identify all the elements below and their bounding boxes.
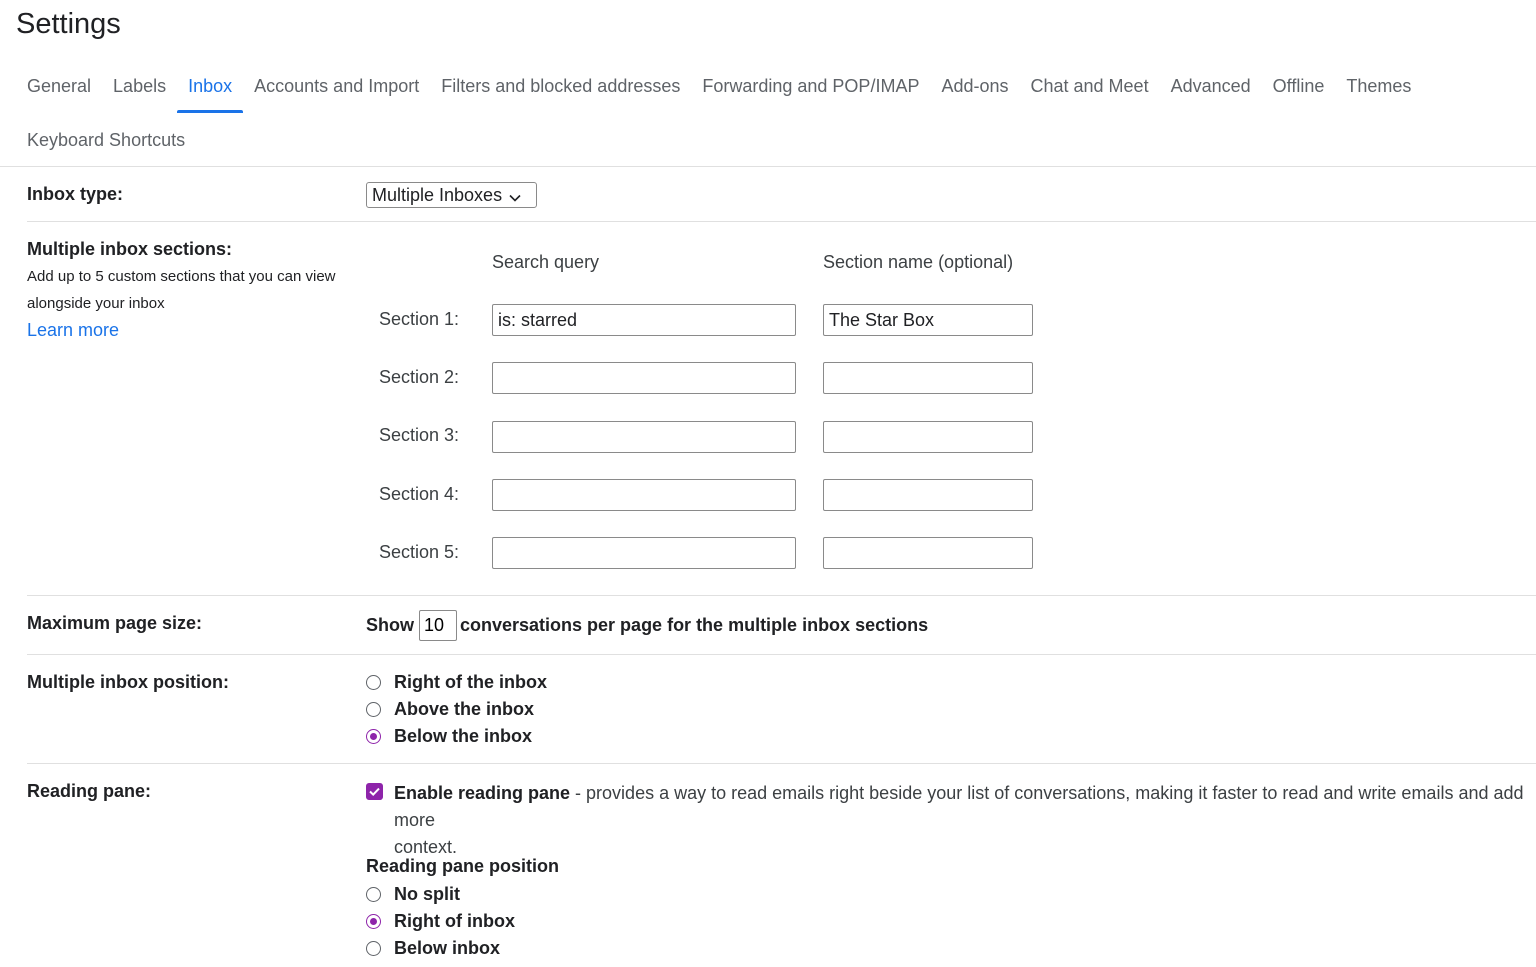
tabs-divider bbox=[0, 166, 1536, 167]
section-label: Section 5: bbox=[379, 542, 460, 562]
tab-themes[interactable]: Themes bbox=[1346, 76, 1412, 96]
divider bbox=[27, 763, 1536, 764]
inbox-type-value: Multiple Inboxes bbox=[372, 185, 503, 205]
section-4-query-input[interactable] bbox=[492, 479, 796, 511]
option-label: Right of the inbox bbox=[394, 672, 547, 692]
tab-keyboard-shortcuts[interactable]: Keyboard Shortcuts bbox=[27, 130, 186, 150]
section-3-query-input[interactable] bbox=[492, 421, 796, 453]
pane-no-split-option[interactable] bbox=[366, 884, 460, 905]
tab-accounts-and-import[interactable]: Accounts and Import bbox=[254, 76, 420, 96]
option-label: Below inbox bbox=[394, 938, 501, 958]
radio-button[interactable] bbox=[366, 702, 381, 717]
divider bbox=[27, 595, 1536, 596]
radio-button[interactable] bbox=[366, 941, 381, 956]
max-page-size-control bbox=[366, 610, 928, 641]
position-right-option[interactable] bbox=[366, 672, 547, 693]
section-4-name-input[interactable] bbox=[823, 479, 1033, 511]
inbox-type-label: Inbox type: bbox=[27, 184, 124, 204]
section-3-name-input[interactable] bbox=[823, 421, 1033, 453]
section-label: Section 1: bbox=[379, 309, 460, 329]
tab-inbox[interactable]: Inbox bbox=[177, 72, 243, 112]
multiple-inbox-sections-label: Multiple inbox sections: bbox=[27, 239, 233, 259]
search-query-header: Search query bbox=[492, 252, 600, 272]
tab-add-ons[interactable]: Add-ons bbox=[941, 76, 1009, 96]
section-name-header: Section name (optional) bbox=[823, 252, 1014, 272]
max-page-size-suffix: conversations per page for the multiple inbox sections bbox=[460, 615, 929, 635]
inbox-type-select[interactable] bbox=[366, 182, 537, 208]
divider bbox=[27, 654, 1536, 655]
section-1-query-input[interactable] bbox=[492, 304, 796, 336]
section-2-query-input[interactable] bbox=[492, 362, 796, 394]
reading-pane-description bbox=[394, 780, 1536, 861]
page-size-input[interactable] bbox=[419, 610, 457, 641]
position-below-option[interactable] bbox=[366, 726, 532, 747]
divider bbox=[27, 221, 1536, 222]
pane-right-of-inbox-option[interactable] bbox=[366, 911, 515, 932]
tab-labels[interactable]: Labels bbox=[113, 76, 167, 96]
radio-button[interactable] bbox=[366, 675, 381, 690]
position-above-option[interactable] bbox=[366, 699, 534, 720]
section-label: Section 2: bbox=[379, 367, 460, 387]
settings-tabs bbox=[16, 72, 1422, 112]
section-label: Section 3: bbox=[379, 425, 460, 445]
option-label: Below the inbox bbox=[394, 726, 533, 746]
section-5-name-input[interactable] bbox=[823, 537, 1033, 569]
max-page-size-label: Maximum page size: bbox=[27, 613, 203, 633]
section-1-name-input[interactable] bbox=[823, 304, 1033, 336]
pane-below-inbox-option[interactable] bbox=[366, 938, 500, 959]
radio-button-selected[interactable] bbox=[366, 729, 381, 744]
chevron-down-icon bbox=[508, 189, 522, 203]
learn-more-link[interactable]: Learn more bbox=[27, 320, 120, 340]
option-label: Above the inbox bbox=[394, 699, 535, 719]
section-2-name-input[interactable] bbox=[823, 362, 1033, 394]
tab-forwarding[interactable]: Forwarding and POP/IMAP bbox=[702, 76, 920, 96]
tab-general[interactable]: General bbox=[27, 76, 92, 96]
section-label: Section 4: bbox=[379, 484, 460, 504]
enable-reading-pane-desc-2: context. bbox=[394, 837, 458, 857]
settings-tabs-row-2 bbox=[16, 126, 196, 166]
tab-offline[interactable]: Offline bbox=[1272, 76, 1325, 96]
page-title: Settings bbox=[16, 8, 121, 40]
max-page-size-prefix: Show bbox=[366, 615, 414, 635]
enable-reading-pane-label: Enable reading pane bbox=[394, 783, 571, 803]
tab-chat-and-meet[interactable]: Chat and Meet bbox=[1030, 76, 1149, 96]
enable-reading-pane-desc: - provides a way to read emails right beside your list of conversations, making it faster to read and write emails and add more bbox=[394, 783, 1524, 830]
reading-pane-position-heading: Reading pane position bbox=[366, 856, 560, 876]
multiple-inbox-description: Add up to 5 custom sections that you can view alongside your inbox bbox=[27, 268, 336, 312]
option-label: No split bbox=[394, 884, 460, 904]
checkbox-checked-icon[interactable] bbox=[366, 783, 383, 800]
section-5-query-input[interactable] bbox=[492, 537, 796, 569]
tab-advanced[interactable]: Advanced bbox=[1170, 76, 1251, 96]
inbox-position-label: Multiple inbox position: bbox=[27, 672, 229, 692]
radio-button-selected[interactable] bbox=[366, 914, 381, 929]
tab-filters[interactable]: Filters and blocked addresses bbox=[441, 76, 681, 96]
option-label: Right of inbox bbox=[394, 911, 515, 931]
reading-pane-label: Reading pane: bbox=[27, 781, 152, 801]
radio-button[interactable] bbox=[366, 887, 381, 902]
